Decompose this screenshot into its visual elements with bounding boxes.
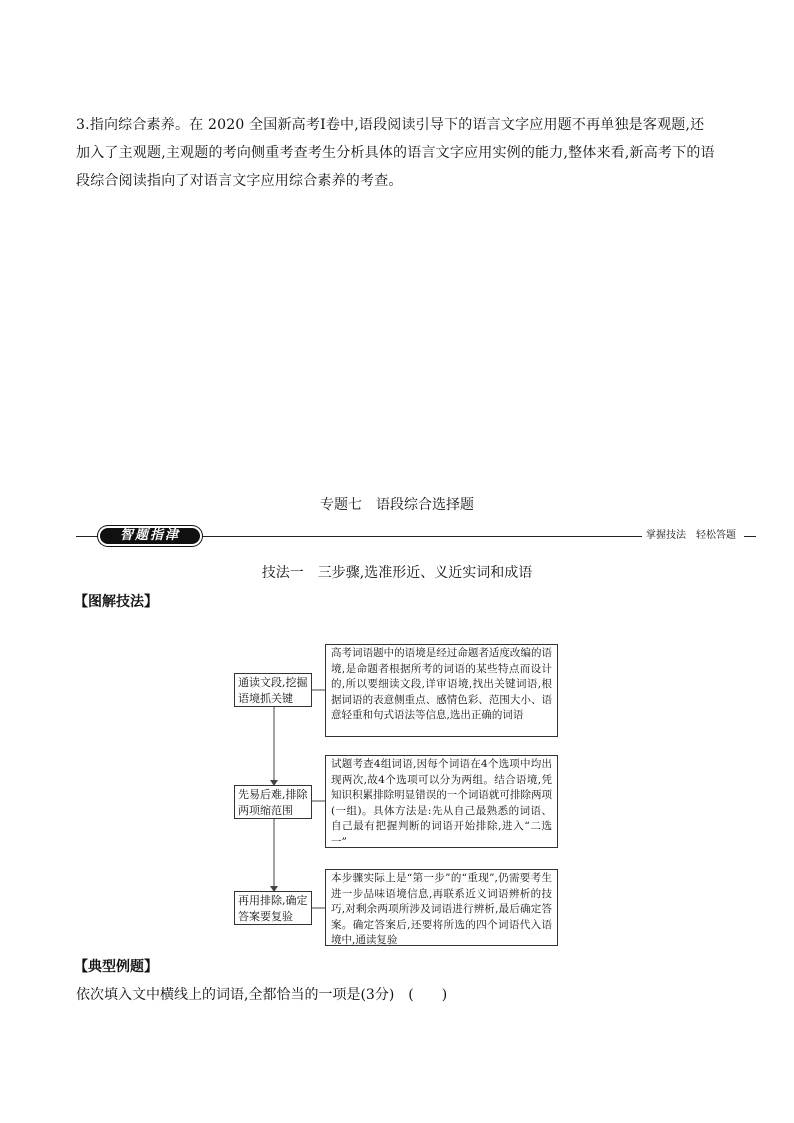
step-box-3: 再用排除,确定答案要复验 (234, 891, 312, 925)
technique-subtitle: 技法一 三步骤,选准形近、义近实词和成语 (261, 565, 533, 581)
step-box-1: 通读文段,挖掘语境抓关键 (234, 673, 312, 707)
banner-right-text: 掌握技法 轻松答题 (644, 528, 738, 544)
step-desc-1: 高考词语题中的语境是经过命题者适度改编的语境,是命题者根据所考的词语的某些特点而设计的,所以要细读文段,详审语境,找出关键词语,根据词语的表意侧重点、感情色彩、范围大小、语意轻重和句式语法等信息,选出正确的词语 (325, 644, 558, 737)
step-desc-2: 试题考查4组词语,因每个词语在4个选项中均出现两次,故4个选项可以分为两组。结合语境,凭知识积累排除明显错误的一个词语就可排除两项(一组)。具体方法是:先从自己最熟悉的词语、自己最有把握判断的词语开始排除,进入“二选一” (325, 755, 558, 848)
diagram-label: 【图解技法】 (74, 594, 158, 610)
example-label: 【典型例题】 (74, 959, 158, 975)
question-text: 依次填入文中横线上的词语,全都恰当的一项是(3分) ( ) (76, 987, 448, 1003)
banner-label: 智题指津 (98, 526, 202, 546)
intro-paragraph: 3.指向综合素养。在 2020 全国新高考Ⅰ卷中,语段阅读引导下的语言文字应用题不再单独是客观题,还加入了主观题,主观题的考向侧重考查考生分析具体的语言文字应用实例的能力,整体来看,新高考下的语段综合阅读指向了对语言文字应用综合素养的考查。 (76, 117, 715, 189)
step-desc-3: 本步骤实际上是“第一步”的“重现”,仍需要考生进一步品味语境信息,再联系近义词语辨析的技巧,对剩余两项所涉及词语进行辨析,最后确定答案。确定答案后,还要将所选的四个词语代入语境中,通读复验 (325, 869, 558, 946)
section-title: 专题七 语段综合选择题 (320, 497, 474, 513)
step-box-2: 先易后难,排除两项缩范围 (234, 785, 312, 819)
